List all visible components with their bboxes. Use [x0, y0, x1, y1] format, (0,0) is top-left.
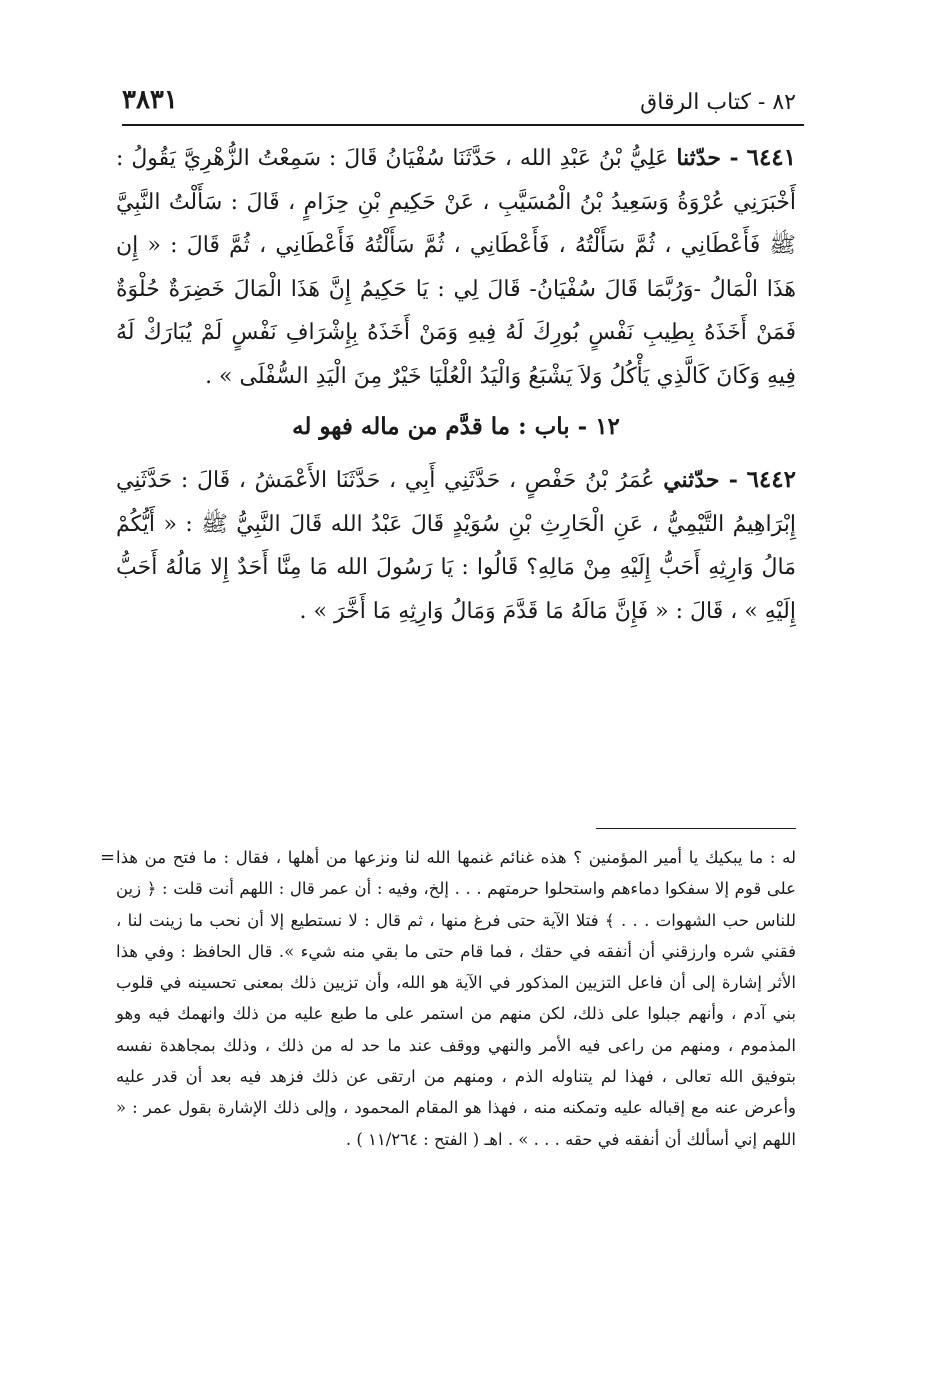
footnote-rule [596, 828, 796, 829]
footnote-continuation-mark: = [100, 847, 116, 868]
hadith-opener: - حدّثني [663, 467, 738, 493]
hadith-6442 [116, 458, 796, 633]
hadith-number: ٦٤٤١ [746, 144, 797, 171]
header-rule [122, 124, 804, 126]
running-title: ٨٢ - كتاب الرقاق [640, 90, 796, 115]
main-text [116, 136, 796, 633]
footnote: له : ما يبكيك يا أمير المؤمنين ؟ هذه غنائم غنمها الله لنا ونزعها من أهلها ، فقال : ما فتح من هذا على قوم إلا سفكوا دماءهم واستحلوا حرمتهم . . . إلخ، وفيه : أن عمر قال : اللهم أنت قلت : ﴿ زين للناس حب الشهوات . . . ﴾ فتلا الآية حتى فرغ منها ، ثم قال : لا نستطيع إلا أن نحب ما زينت لنا ، فقني شره وارزقني أن أنفقه في حقك ، فما قام حتى ما بقي منه شيء ». قال الحافظ : وفي هذا الأثر إشارة إلى أن فاعل التزيين المذكور في الآية هو الله، وأن تزيين ذلك بمعنى تحسينه في قلوب بني آدم ، وأنهم جبلوا على ذلك، لكن منهم من استمر على ما طبع عليه من ذلك وانهمك فيه وهو المذموم ، ومنهم من راعى فيه الأمر والنهي ووقف عند ما حد له من ذلك ، وذلك بمجاهدة نفسه بتوفيق الله تعالى ، فهذا لم يتناوله الذم ، ومنهم من ارتقى عن ذلك فزهد فيه بعد أن قدر عليه وأعرض عنه مع إقباله عليه وتمكنه منه ، فهذا هو المقام المحمود ، وإلى ذلك الإشارة بقول عمر : « اللهم إني أسألك أن أنفقه في حقه . . . » . اهـ ( الفتح : ١١/٢٦٤ ) . [116, 848, 796, 1149]
page-number: ٣٨٣١ [122, 85, 178, 115]
hadith-text: عَلِيُّ بْنُ عَبْدِ الله ، حَدَّثَنَا سُفْيَانُ قَالَ : سَمِعْتُ الزُّهْرِيَّ يَقُولُ : أَخْبَرَنِي عُرْوَةُ وَسَعِيدُ بْنُ الْمُسَيَّبِ ، عَنْ حَكِيمِ بْنِ حِزَامٍ ، قَالَ : سَأَلْتُ النَّبِيَّ ﷺ فَأَعْطَانِي ، ثُمَّ سَأَلْتُهُ ، فَأَعْطَانِي ، ثُمَّ سَأَلْتُهُ فَأَعْطَانِي ، ثُمَّ قَالَ : « إِن هَذَا الْمَالُ -وَرُبَّمَا قَالَ سُفْيَانُ- قَالَ لِي : يَا حَكِيمُ إِنَّ هَذَا الْمَالَ خَضِرَةٌ حُلْوَةٌ فَمَنْ أَخَذَهُ بِطِيبِ نَفْسٍ بُورِكَ لَهُ فِيهِ وَمَنْ أَخَذَهُ بِإِشْرَافِ نَفْسٍ لَمْ يُبَارَكْ لَهُ فِيهِ وَكَانَ كَالَّذِي يَأْكُلُ وَلاَ يَشْبَعُ وَالْيَدُ الْعُلْيَا خَيْرٌ مِنَ الْيَدِ السُّفْلَى » . [116, 146, 796, 389]
chapter-heading: ١٢ - باب : ما قدَّم من ماله فهو له [292, 413, 620, 440]
hadith-number: ٦٤٤٢ [746, 466, 796, 493]
hadith-6441 [116, 136, 796, 398]
hadith-opener: - حدّثنا [676, 145, 739, 171]
hadith-text: عُمَرُ بْنُ حَفْصٍ ، حَدَّثَنِي أَبِي ، حَدَّثَنَا الأَعْمَشُ ، قَالَ : حَدَّثَنِي إِبْرَاهِيمُ التَّيْمِيُّ ، عَنِ الْحَارِثِ بْنِ سُوَيْدٍ قَالَ عَبْدُ الله قَالَ النَّبِيُّ ﷺ : « أَيُّكُمْ مَالُ وَارِثِهِ أَحَبُّ إِلَيْهِ مِنْ مَالِهِ؟ قَالُوا : يَا رَسُولَ الله مَا مِنَّا أَحَدٌ إِلا مَالُهُ أَحَبُّ إِلَيْهِ » ، قَالَ : « فَإِنَّ مَالَهُ مَا قَدَّمَ وَمَالُ وَارِثِهِ مَا أَخَّرَ » . [116, 468, 796, 624]
